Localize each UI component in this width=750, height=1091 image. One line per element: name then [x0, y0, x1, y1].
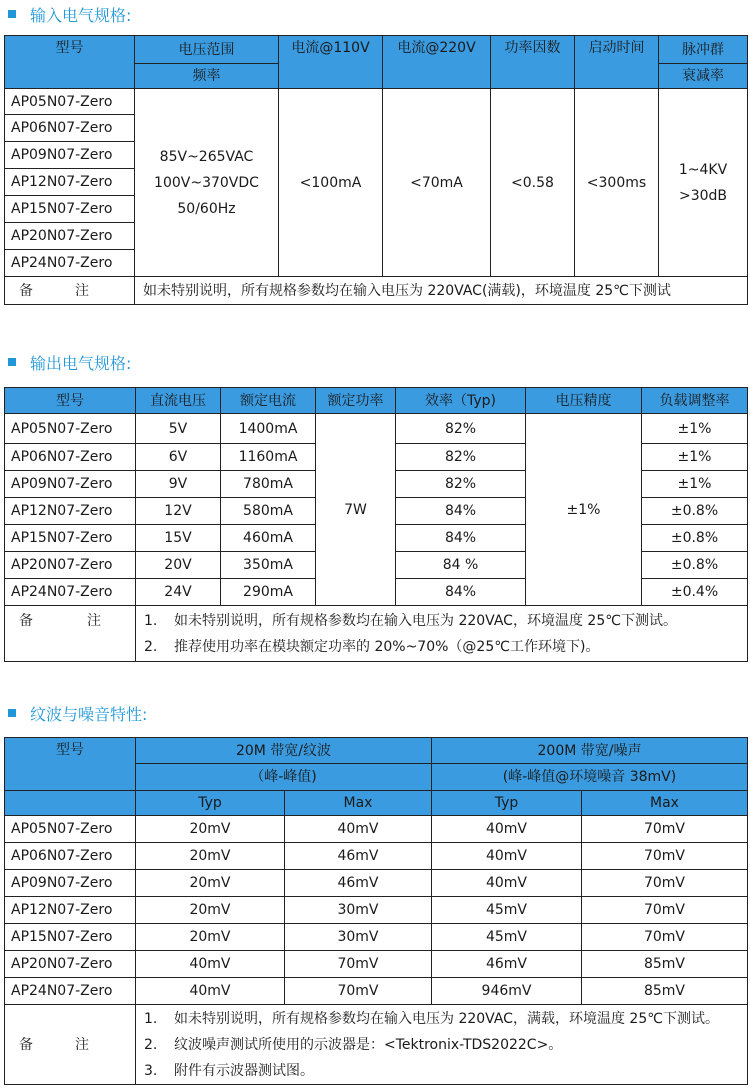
note-text: 如未特别说明，所有规格参数均在输入电压为 220VAC，环境温度 25℃下测试。 — [174, 612, 677, 629]
note-text: 如未特别说明，所有规格参数均在输入电压为 220VAC(满载)，环境温度 25℃下测试 — [135, 277, 748, 305]
ripple-typ-cell: 20mV — [136, 816, 285, 843]
model-cell: AP05N07-Zero — [5, 816, 136, 843]
model-cell: AP06N07-Zero — [5, 444, 136, 471]
header-noise: 200M 带宽/噪声 — [432, 738, 748, 764]
current-110-value: <100mA — [279, 89, 383, 277]
header-rated-current: 额定电流 — [221, 388, 316, 414]
note-text: 如未特别说明，所有规格参数均在输入电压为 220VAC，满载，环境温度 25℃下测试。 — [174, 1010, 719, 1027]
current-cell: 1160mA — [221, 444, 316, 471]
model-cell: AP24N07-Zero — [5, 978, 136, 1005]
current-cell: 780mA — [221, 471, 316, 498]
noise-max-cell: 70mV — [582, 897, 748, 924]
header-model: 型号 — [5, 738, 136, 791]
header-rated-power: 额定功率 — [316, 388, 396, 414]
note-text: 附件有示波器测试图。 — [174, 1062, 314, 1079]
attenuation-value: >30dB — [678, 187, 728, 204]
model-cell: AP15N07-Zero — [5, 924, 136, 951]
noise-max-cell: 70mV — [582, 816, 748, 843]
ripple-max-cell: 70mV — [285, 951, 432, 978]
current-cell: 290mA — [221, 579, 316, 606]
noise-typ-cell: 45mV — [432, 924, 582, 951]
ripple-typ-cell: 20mV — [136, 870, 285, 897]
table-row — [5, 897, 748, 924]
model-cell: AP09N07-Zero — [5, 471, 136, 498]
header-ripple-typ: Typ — [136, 791, 285, 816]
voltage-range-cell — [135, 89, 279, 277]
header-attenuation: 衰减率 — [659, 64, 748, 89]
noise-typ-cell: 946mV — [432, 978, 582, 1005]
header-model: 型号 — [5, 36, 135, 89]
ripple-typ-cell: 20mV — [136, 843, 285, 870]
ripple-typ-cell: 20mV — [136, 924, 285, 951]
model-cell: AP09N07-Zero — [5, 142, 135, 169]
current-220-value: <70mA — [383, 89, 491, 277]
header-power-factor: 功率因数 — [491, 36, 575, 89]
model-cell: AP20N07-Zero — [5, 951, 136, 978]
noise-typ-cell: 40mV — [432, 843, 582, 870]
voltage-cell: 5V — [136, 414, 221, 444]
current-cell: 350mA — [221, 552, 316, 579]
load-regulation-cell: ±0.4% — [642, 579, 748, 606]
noise-typ-cell: 40mV — [432, 870, 582, 897]
bullet-square-icon — [8, 709, 16, 717]
section-title: 纹波与噪音特性: — [30, 704, 148, 724]
header-blank — [5, 791, 136, 816]
ripple-max-cell: 30mV — [285, 924, 432, 951]
noise-max-cell: 85mV — [582, 978, 748, 1005]
note-label-char: 注 — [75, 282, 89, 299]
rated-power-value: 7W — [316, 414, 396, 606]
freq-value: 50/60Hz — [177, 200, 236, 217]
voltage-cell: 9V — [136, 471, 221, 498]
ripple-max-cell: 70mV — [285, 978, 432, 1005]
voltage-cell: 15V — [136, 525, 221, 552]
model-cell: AP06N07-Zero — [5, 843, 136, 870]
note-number: 3. — [144, 1062, 158, 1079]
load-regulation-cell: ±1% — [642, 414, 748, 444]
note-text: 纹波噪声测试所使用的示波器是：<Tektronix-TDS2022C>。 — [174, 1036, 563, 1053]
noise-max-cell: 85mV — [582, 951, 748, 978]
load-regulation-cell: ±1% — [642, 444, 748, 471]
voltage-accuracy-value: ±1% — [526, 414, 642, 606]
pulse-cell — [659, 89, 748, 277]
note-label-char: 备 — [19, 1036, 33, 1053]
model-cell: AP24N07-Zero — [5, 579, 136, 606]
table-row — [5, 816, 748, 843]
header-load-regulation: 负载调整率 — [642, 388, 748, 414]
efficiency-cell: 84% — [396, 498, 526, 525]
model-cell: AP12N07-Zero — [5, 169, 135, 196]
note-number: 1. — [144, 612, 158, 629]
table-row — [5, 951, 748, 978]
notes-cell — [136, 1005, 748, 1085]
note-number: 2. — [144, 1036, 158, 1053]
efficiency-cell: 82% — [396, 444, 526, 471]
model-cell: AP20N07-Zero — [5, 223, 135, 250]
voltage-cell: 24V — [136, 579, 221, 606]
bullet-square-icon — [8, 358, 16, 366]
voltage-cell: 6V — [136, 444, 221, 471]
current-cell: 1400mA — [221, 414, 316, 444]
note-number: 1. — [144, 1010, 158, 1027]
voltage-cell: 20V — [136, 552, 221, 579]
noise-typ-cell: 40mV — [432, 816, 582, 843]
note-label-char: 备 — [19, 613, 33, 629]
header-current-110: 电流@110V — [279, 36, 383, 89]
model-cell: AP12N07-Zero — [5, 498, 136, 525]
header-pulse-group: 脉冲群 — [659, 36, 748, 64]
model-cell: AP06N07-Zero — [5, 115, 135, 142]
noise-max-cell: 70mV — [582, 843, 748, 870]
table-row — [5, 978, 748, 1005]
table-row — [5, 924, 748, 951]
header-ripple-max: Max — [285, 791, 432, 816]
model-cell: AP12N07-Zero — [5, 897, 136, 924]
model-cell: AP05N07-Zero — [5, 89, 135, 115]
section-title: 输入电气规格: — [30, 5, 132, 25]
output-spec-table — [4, 387, 748, 662]
vac-value: 85V~265VAC — [159, 148, 254, 165]
efficiency-cell: 84% — [396, 525, 526, 552]
voltage-cell: 12V — [136, 498, 221, 525]
section-heading-input — [8, 2, 131, 26]
note-line — [144, 608, 743, 634]
note-line — [144, 1032, 743, 1058]
header-ripple: 20M 带宽/纹波 — [136, 738, 432, 764]
header-noise-sub: (峰-峰值@环境噪音 38mV) — [432, 764, 748, 791]
header-voltage-accuracy: 电压精度 — [526, 388, 642, 414]
header-noise-typ: Typ — [432, 791, 582, 816]
section-heading-ripple — [8, 701, 147, 725]
load-regulation-cell: ±0.8% — [642, 525, 748, 552]
header-startup-time: 启动时间 — [575, 36, 659, 89]
input-spec-table — [4, 35, 748, 305]
notes-cell — [136, 606, 748, 662]
note-line — [144, 634, 743, 660]
noise-typ-cell: 46mV — [432, 951, 582, 978]
ripple-typ-cell: 20mV — [136, 897, 285, 924]
model-cell: AP05N07-Zero — [5, 414, 136, 444]
header-model: 型号 — [5, 388, 136, 414]
header-voltage-range: 电压范围 — [135, 36, 279, 64]
header-current-220: 电流@220V — [383, 36, 491, 89]
noise-max-cell: 70mV — [582, 870, 748, 897]
note-text: 推荐使用功率在模块额定功率的 20%~70%（@25℃工作环境下)。 — [174, 638, 600, 655]
note-line — [144, 1058, 743, 1084]
header-dc-voltage: 直流电压 — [136, 388, 221, 414]
note-label-char: 备 — [19, 282, 33, 299]
model-cell: AP15N07-Zero — [5, 196, 135, 223]
note-label-char: 注 — [87, 613, 101, 629]
ripple-noise-table — [4, 737, 748, 1085]
current-cell: 460mA — [221, 525, 316, 552]
model-cell: AP15N07-Zero — [5, 525, 136, 552]
load-regulation-cell: ±0.8% — [642, 552, 748, 579]
note-label-char: 注 — [75, 1036, 89, 1053]
note-label — [5, 1005, 136, 1085]
ripple-typ-cell: 40mV — [136, 978, 285, 1005]
model-cell: AP24N07-Zero — [5, 250, 135, 277]
table-row — [5, 870, 748, 897]
load-regulation-cell: ±1% — [642, 471, 748, 498]
model-cell: AP09N07-Zero — [5, 870, 136, 897]
load-regulation-cell: ±0.8% — [642, 498, 748, 525]
ripple-max-cell: 40mV — [285, 816, 432, 843]
noise-typ-cell: 45mV — [432, 897, 582, 924]
efficiency-cell: 82% — [396, 471, 526, 498]
ripple-max-cell: 30mV — [285, 897, 432, 924]
noise-max-cell: 70mV — [582, 924, 748, 951]
current-cell: 580mA — [221, 498, 316, 525]
ripple-typ-cell: 40mV — [136, 951, 285, 978]
note-line — [144, 1006, 743, 1032]
ripple-max-cell: 46mV — [285, 870, 432, 897]
note-number: 2. — [144, 638, 158, 655]
section-heading-output — [8, 350, 131, 374]
table-row — [5, 414, 748, 444]
note-label — [5, 277, 135, 305]
bullet-square-icon — [8, 10, 16, 18]
header-ripple-sub: （峰-峰值) — [136, 764, 432, 791]
section-title: 输出电气规格: — [30, 353, 132, 373]
vdc-value: 100V~370VDC — [154, 174, 259, 191]
efficiency-cell: 84 % — [396, 552, 526, 579]
power-factor-value: <0.58 — [491, 89, 575, 277]
pulse-value: 1~4KV — [678, 161, 728, 178]
note-label — [5, 606, 136, 662]
efficiency-cell: 84% — [396, 579, 526, 606]
header-efficiency: 效率（Typ) — [396, 388, 526, 414]
header-noise-max: Max — [582, 791, 748, 816]
table-row — [5, 843, 748, 870]
header-frequency: 频率 — [135, 64, 279, 89]
model-cell: AP20N07-Zero — [5, 552, 136, 579]
efficiency-cell: 82% — [396, 414, 526, 444]
startup-time-value: <300ms — [575, 89, 659, 277]
ripple-max-cell: 46mV — [285, 843, 432, 870]
